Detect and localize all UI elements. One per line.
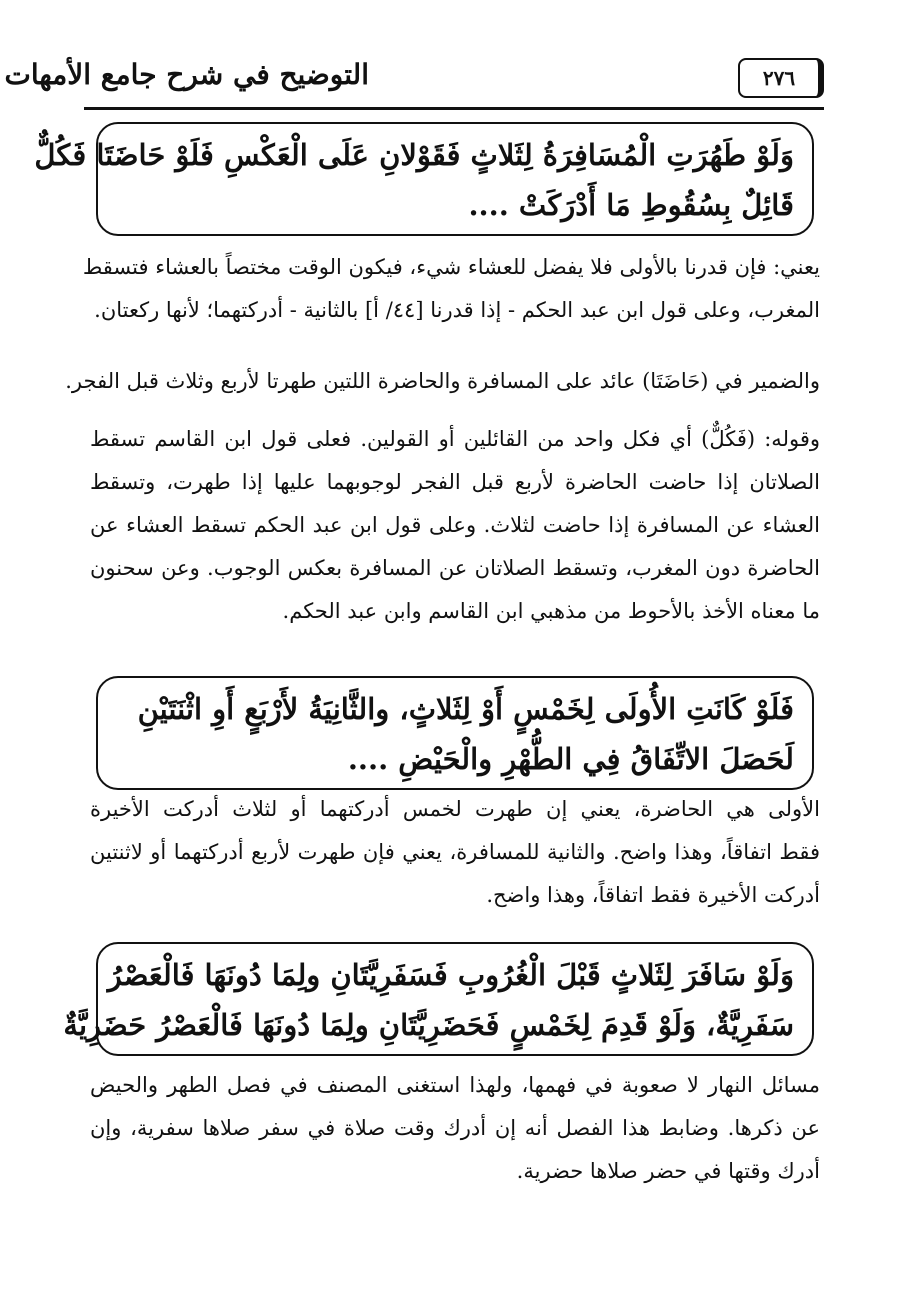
para-3-line-5: ما معناه الأخذ بالأحوط من مذهبي ابن القاسم وابن عبد الحكم. bbox=[282, 599, 820, 623]
para-3-line-1: وقوله: (فَكُلٌّ) أي فكل واحد من القائلين أو القولين. فعلى قول ابن القاسم تسقط bbox=[90, 427, 820, 451]
para-3-line-4: الحاضرة دون المغرب، وتسقط الصلاتان عن المسافرة بعكس الوجوب. وعن سحنون bbox=[90, 556, 820, 580]
running-title: التوضيح في شرح جامع الأمهات bbox=[4, 58, 369, 91]
para-5-line-1: مسائل النهار لا صعوبة في فهمها، ولهذا استغنى المصنف في فصل الطهر والحيض bbox=[90, 1073, 820, 1097]
matn-2-line-2: لَحَصَلَ الاتِّفَاقُ فِي الطُّهْرِ والْحَيْضِ .... bbox=[347, 742, 794, 776]
commentary-paragraph-1 bbox=[82, 246, 820, 332]
matn-box-3 bbox=[63, 942, 814, 1056]
para-3-line-2: الصلاتان إذا حاضت الحاضرة لأربع قبل الفجر لوجوبهما عليها إذا طهرت، وتسقط bbox=[90, 470, 820, 494]
para-4-line-1: الأولى هي الحاضرة، يعني إن طهرت لخمس أدركتهما أو لثلاث أدركت الأخيرة bbox=[90, 797, 820, 821]
matn-1-line-1: وَلَوْ طَهُرَتِ الْمُسَافِرَةُ لِثَلاثٍ فَقَوْلانِ عَلَى الْعَكْسِ فَلَوْ حَاضَتَا فَكُلٌّ bbox=[34, 138, 794, 172]
matn-1-line-2: قَائِلٌ بِسُقُوطِ مَا أَدْرَكَتْ .... bbox=[468, 188, 794, 222]
para-1-line-1: يعني: فإن قدرنا بالأولى فلا يفضل للعشاء شيء، فيكون الوقت مختصاً بالعشاء فتسقط bbox=[82, 255, 820, 279]
page-header bbox=[4, 52, 824, 112]
matn-3-line-2: سَفَرِيَّةٌ، وَلَوْ قَدِمَ لِخَمْسٍ فَحَضَرِيَّتَانِ ولِمَا دُونَهَا فَالْعَصْرُ حَضَرِيَّةٌ bbox=[63, 1008, 794, 1042]
matn-3-line-1: وَلَوْ سَافَرَ لِثَلاثٍ قَبْلَ الْغُرُوبِ فَسَفَرِيَّتَانِ ولِمَا دُونَهَا فَالْعَصْرُ bbox=[107, 958, 794, 992]
commentary-paragraph-3 bbox=[90, 418, 820, 633]
header-rule bbox=[84, 107, 824, 110]
matn-box-2 bbox=[96, 676, 814, 790]
para-1-line-2: المغرب، وعلى قول ابن عبد الحكم - إذا قدرنا [٤٤/ أ] بالثانية - أدركتهما؛ لأنها ركعتان. bbox=[94, 298, 820, 322]
para-5-line-3: أدرك وقتها في حضر صلاها حضرية. bbox=[516, 1159, 820, 1183]
para-3-line-3: العشاء عن المسافرة إذا حاضت لثلاث. وعلى قول ابن عبد الحكم تسقط العشاء عن bbox=[90, 513, 820, 537]
page-number: ٢٧٦ bbox=[738, 58, 824, 98]
para-4-line-2: فقط اتفاقاً، وهذا واضح. والثانية للمسافرة، يعني فإن طهرت لأربع أدركتهما أو لاثنتين bbox=[90, 840, 820, 864]
commentary-paragraph-4 bbox=[90, 788, 820, 917]
para-2-line-1: والضمير في (حَاضَتَا) عائد على المسافرة والحاضرة اللتين طهرتا لأربع وثلاث قبل الفجر. bbox=[65, 369, 820, 393]
commentary-paragraph-5 bbox=[90, 1064, 820, 1193]
para-5-line-2: عن ذكرها. وضابط هذا الفصل أنه إن أدرك وقت صلاة في سفر صلاها سفرية، وإن bbox=[90, 1116, 820, 1140]
matn-box-1 bbox=[34, 122, 814, 236]
commentary-paragraph-2 bbox=[65, 360, 820, 403]
matn-2-line-1: فَلَوْ كَانَتِ الأُولَى لِخَمْسٍ أَوْ لِثَلاثٍ، والثَّانِيَةُ لأَرْبَعٍ أَوِ اثْنَتَيْنِ bbox=[137, 692, 794, 726]
para-4-line-3: أدركت الأخيرة فقط اتفاقاً، وهذا واضح. bbox=[486, 883, 820, 907]
